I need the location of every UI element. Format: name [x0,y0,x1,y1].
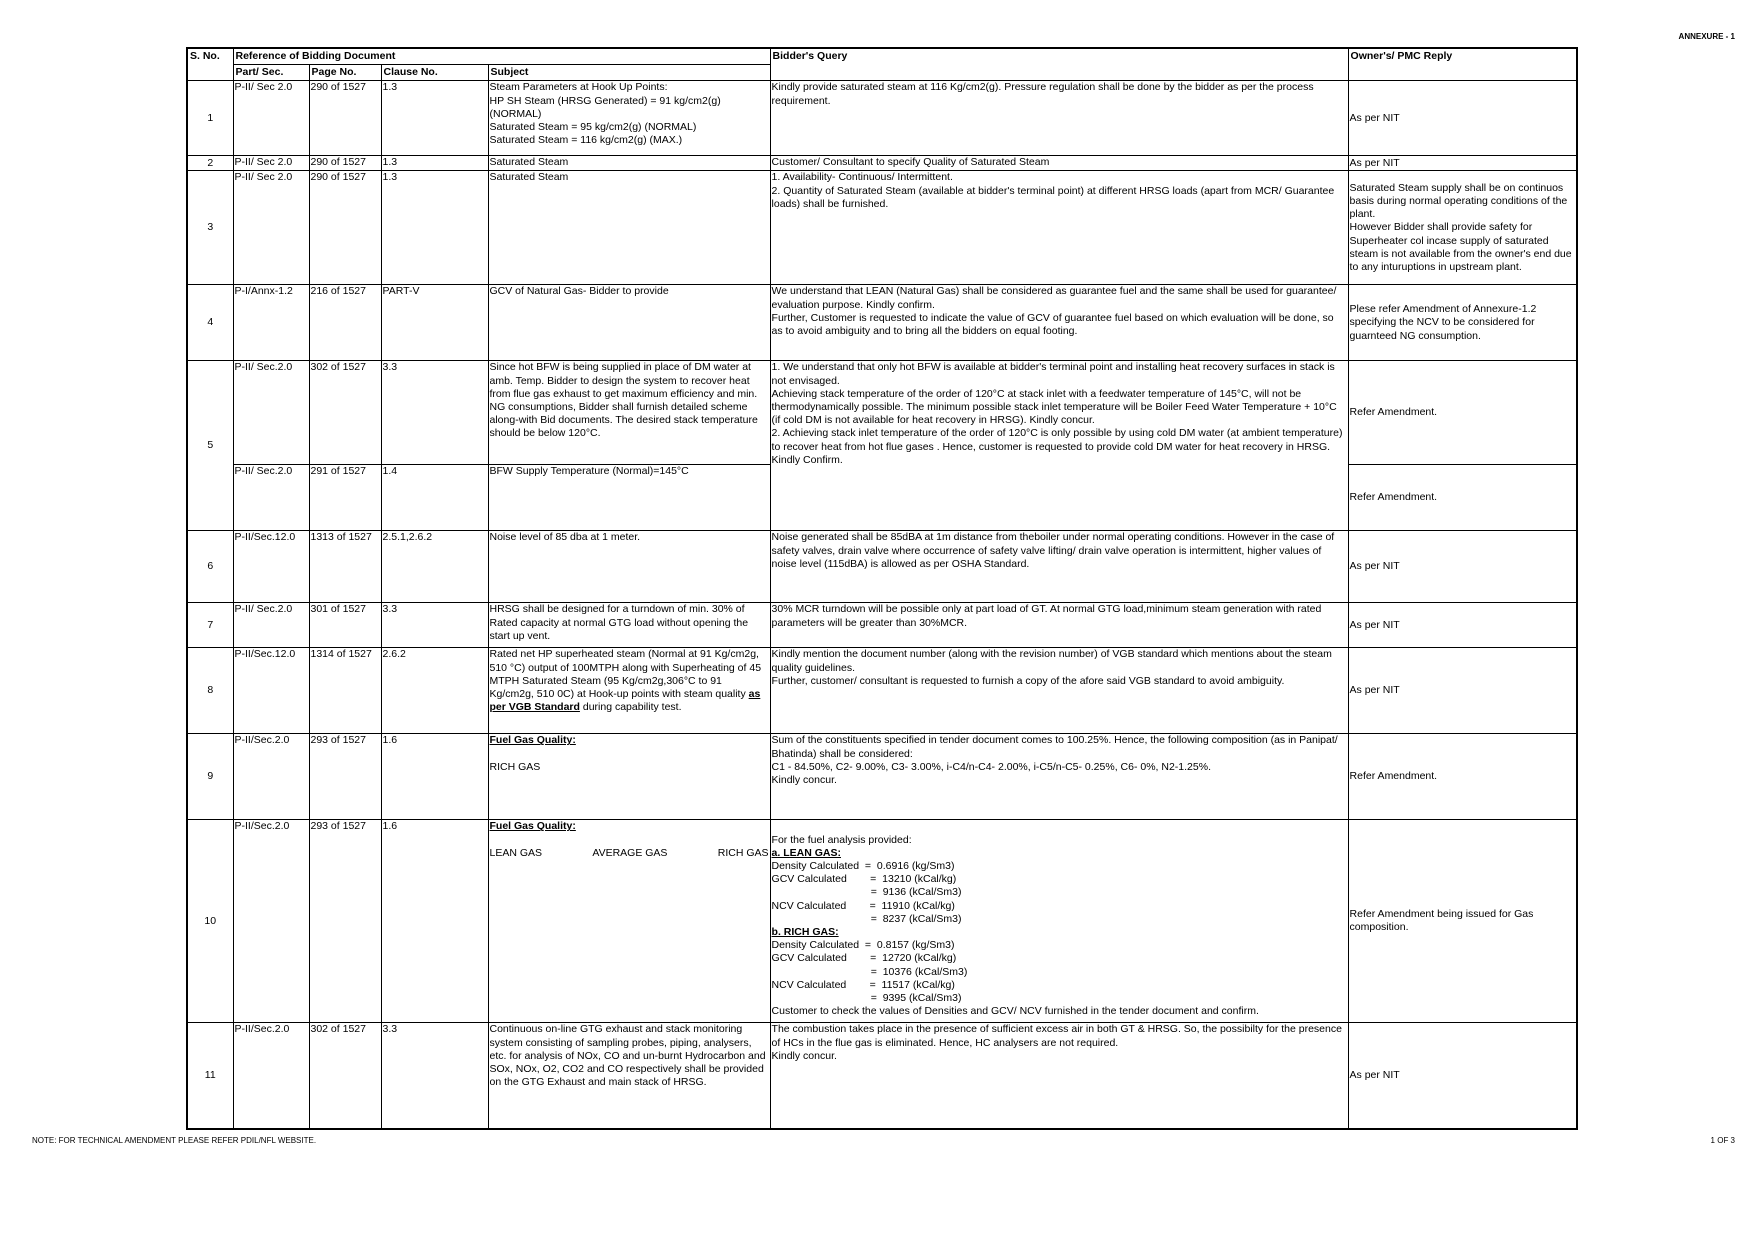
row-reply: Saturated Steam supply shall be on continuos basis during normal operating conditions of the plant. However Bidder shall provide safety for Superheater col incase supply of saturated steam is not available from the owner's end due to any inturuptions in upstream plant. [1348,171,1577,285]
row-query [770,820,1348,1023]
table-row [187,1023,1577,1129]
row-page: 293 of 1527 [309,734,381,820]
row-page: 216 of 1527 [309,285,381,361]
header-reference: Reference of Bidding Document [233,48,770,65]
row-sno: 3 [187,171,233,285]
query-intro: For the fuel analysis provided: [771,833,912,846]
row-clause: 1.3 [381,171,488,285]
row-sno: 5 [187,361,233,531]
row-part: P-II/Sec.12.0 [233,531,309,603]
row-subject: HRSG shall be designed for a turndown of min. 30% of Rated capacity at normal GTG load without opening the start up vent. [488,603,770,648]
table-row [187,285,1577,361]
row-clause: 1.6 [381,734,488,820]
row-query: Customer/ Consultant to specify Quality of Saturated Steam [770,156,1348,171]
row-part: P-II/Sec.2.0 [233,1023,309,1129]
row-page: 1314 of 1527 [309,648,381,734]
row-reply: As per NIT [1348,1023,1577,1129]
row-subject: GCV of Natural Gas- Bidder to provide [488,285,770,361]
row-reply: Refer Amendment. [1348,734,1577,820]
row-clause: PART-V [381,285,488,361]
row-page: 291 of 1527 [309,465,381,531]
header-clause: Clause No. [381,65,488,81]
header-row [187,48,1577,65]
row-subject: Saturated Steam [488,156,770,171]
page-number: 1 OF 3 [1710,1136,1735,1145]
header-sno: S. No. [187,48,233,81]
query-end: Customer to check the values of Densities and GCV/ NCV furnished in the tender document and confirm. [771,1005,1259,1018]
lean-gas-values: Density Calculated = 0.6916 (kg/Sm3) GCV Calculated = 13210 (kCal/kg) = 9136 (kCal/Sm3) NCV Calculated = 11910 (kCal/kg) = 8237 (kCal/Sm3) [771,860,962,925]
row-subject: Noise level of 85 dba at 1 meter. [488,531,770,603]
row-reply: As per NIT [1348,531,1577,603]
row-query: We understand that LEAN (Natural Gas) shall be considered as guarantee fuel and the same shall be used for guarantee/ evaluation purpose. Kindly confirm. Further, Customer is requested to indicate the value of GCV of guarantee fuel based on which evaluation will be done, so as to avoid ambiguity and to bring all the bidders on equal footing. [770,285,1348,361]
row-reply: As per NIT [1348,81,1577,156]
rich-gas-values: Density Calculated = 0.8157 (kg/Sm3) GCV Calculated = 12720 (kCal/kg) = 10376 (kCal/Sm3) NCV Calculated = 11517 (kCal/kg) = 9395 (kCal/Sm3) [771,939,968,1005]
row-reply: Plese refer Amendment of Annexure-1.2 specifying the NCV to be considered for guarnteed NG consumption. [1348,285,1577,361]
gas-type: LEAN GAS [489,846,543,859]
row-subject [488,734,770,820]
gas-type: AVERAGE GAS [592,846,668,859]
row-query: 1. Availability- Continuous/ Intermittent. 2. Quantity of Saturated Steam (available at bidder's terminal point) at different HRSG loads (apart from MCR/ Guarantee loads) shall be furnished. [770,171,1348,285]
row-query: The combustion takes place in the presence of sufficient excess air in both GT & HRSG. So, the possibilty for the presence of HCs in the flue gas is eliminated. Hence, HC analysers are not required. Kindly concur. [770,1023,1348,1129]
lean-gas-title: a. LEAN GAS: [771,846,841,859]
row-clause: 3.3 [381,361,488,465]
row-part: P-II/ Sec 2.0 [233,81,309,156]
row-clause: 1.4 [381,465,488,531]
row-subject: Continuous on-line GTG exhaust and stack monitoring system consisting of sampling probes, piping, analysers, etc. for analysis of NOx, CO and un-burnt Hydrocarbon and SOx, NOx, O2, CO2 and CO respectively shall be provided on the GTG Exhaust and main stack of HRSG. [488,1023,770,1129]
row-part: P-II/ Sec.2.0 [233,361,309,465]
row-clause: 3.3 [381,1023,488,1129]
annexure-label: ANNEXURE - 1 [1678,32,1735,41]
row-clause: 1.3 [381,156,488,171]
row-query: Kindly provide saturated steam at 116 Kg/cm2(g). Pressure regulation shall be done by the bidder as per the process requirement. [770,81,1348,156]
row-page: 290 of 1527 [309,171,381,285]
row-clause: 2.6.2 [381,648,488,734]
row-clause: 3.3 [381,603,488,648]
footer-note: NOTE: FOR TECHNICAL AMENDMENT PLEASE REFER PDIL/NFL WEBSITE. [32,1136,317,1145]
row-subject: Steam Parameters at Hook Up Points: HP SH Steam (HRSG Generated) = 91 kg/cm2(g) (NORMAL) Saturated Steam = 95 kg/cm2(g) (NORMAL) Saturated Steam = 116 kg/cm2(g) (MAX.) [488,81,770,156]
row-sno: 10 [187,820,233,1023]
query-table [186,47,1578,1130]
row-query: Kindly mention the document number (along with the revision number) of VGB standard which mentions about the steam quality guidelines. Further, customer/ consultant is requested to furnish a copy of the afore said VGB standard to avoid ambiguity. [770,648,1348,734]
header-reply: Owner's/ PMC Reply [1348,48,1577,81]
row-part: P-II/ Sec 2.0 [233,171,309,285]
row-part: P-II/ Sec 2.0 [233,156,309,171]
table-row [187,361,1577,465]
row-part: P-II/Sec.2.0 [233,734,309,820]
row-subject [488,820,770,1023]
table-row [187,820,1577,1023]
row-page: 301 of 1527 [309,603,381,648]
row-reply: Refer Amendment being issued for Gas composition. [1348,820,1577,1023]
table-row [187,531,1577,603]
row-query: Noise generated shall be 85dBA at 1m distance from theboiler under normal operating conditions. However in the case of safety valves, drain valve where occurrence of safety valve lifting/ drain valve operation is intermittent, higher values of noise level (115dBA) is allowed as per OSHA Standard. [770,531,1348,603]
row-sno: 6 [187,531,233,603]
row-reply: As per NIT [1348,156,1577,171]
gas-type: RICH GAS [717,846,769,859]
row-sno: 8 [187,648,233,734]
subject-text: Rated net HP superheated steam (Normal at 91 Kg/cm2g, 510 °C) output of 100MTPH along with Superheating of 45 MTPH Saturated Steam (95 Kg/cm2g,306°C to 91 Kg/cm2g, 510 0C) at Hook-up points with steam quality [489,648,762,701]
subject-text-end: during capability test. [579,701,682,714]
row-page: 302 of 1527 [309,361,381,465]
row-sno: 4 [187,285,233,361]
subject-text: RICH GAS [489,760,541,773]
row-reply: Refer Amendment. [1348,361,1577,465]
gas-types [490,847,769,860]
subject-title: Fuel Gas Quality: [489,820,576,833]
row-page: 290 of 1527 [309,81,381,156]
table-row [187,156,1577,171]
row-reply: As per NIT [1348,648,1577,734]
header-query: Bidder's Query [770,48,1348,81]
row-sno: 2 [187,156,233,171]
row-subject: BFW Supply Temperature (Normal)=145°C [488,465,770,531]
row-part: P-II/ Sec.2.0 [233,603,309,648]
row-clause: 2.5.1,2.6.2 [381,531,488,603]
rich-gas-title: b. RICH GAS: [771,926,839,939]
row-query: 1. We understand that only hot BFW is available at bidder's terminal point and installing heat recovery surfaces in stack is not envisaged. Achieving stack temperature of the order of 120°C at stack inlet with a feedwater temperature of 145°C, will not be thermodynamically possible. The minimum possible stack inlet temperature will be Boiler Feed Water Temperature + 10°C (if cold DM is not available for heat recovery in HRSG). Kindly concur. 2. Achieving stack inlet temperature of the order of 120°C is only possible by using cold DM water (at ambient temperature) to recover heat from hot flue gases . Hence, customer is requested to provide cold DM water for heat recovery in HRSG. Kindly Confirm. [770,361,1348,531]
row-part: P-II/Sec.12.0 [233,648,309,734]
row-clause: 1.3 [381,81,488,156]
row-sno: 11 [187,1023,233,1129]
row-page: 1313 of 1527 [309,531,381,603]
row-page: 293 of 1527 [309,820,381,1023]
table-row [187,171,1577,285]
row-clause: 1.6 [381,820,488,1023]
row-subject [488,648,770,734]
table-row [187,81,1577,156]
header-part: Part/ Sec. [233,65,309,81]
header-page: Page No. [309,65,381,81]
table-row [187,734,1577,820]
row-reply: Refer Amendment. [1348,465,1577,531]
row-query: Sum of the constituents specified in tender document comes to 100.25%. Hence, the following composition (as in Panipat/ Bhatinda) shall be considered: C1 - 84.50%, C2- 9.00%, C3- 3.00%, i-C4/n-C4- 2.00%, i-C5/n-C5- 0.25%, C6- 0%, N2-1.25%. Kindly concur. [770,734,1348,820]
row-subject: Saturated Steam [488,171,770,285]
row-sno: 1 [187,81,233,156]
table-row [187,648,1577,734]
row-page: 302 of 1527 [309,1023,381,1129]
subject-emphasis: as per VGB Standard [489,688,761,714]
row-reply: As per NIT [1348,603,1577,648]
row-page: 290 of 1527 [309,156,381,171]
row-part: P-II/ Sec.2.0 [233,465,309,531]
row-part: P-I/Annx-1.2 [233,285,309,361]
subject-title: Fuel Gas Quality: [489,734,576,747]
row-subject: Since hot BFW is being supplied in place of DM water at amb. Temp. Bidder to design the system to recover heat from flue gas exhaust to get maximum efficiency and min. NG consumptions, Bidder shall furnish detailed scheme along-with Bid documents. The desired stack temperature should be below 120°C. [488,361,770,465]
header-subject: Subject [488,65,770,81]
row-part: P-II/Sec.2.0 [233,820,309,1023]
row-sno: 7 [187,603,233,648]
table-row [187,603,1577,648]
row-query: 30% MCR turndown will be possible only at part load of GT. At normal GTG load,minimum steam generation with rated parameters will be greater than 30%MCR. [770,603,1348,648]
row-sno: 9 [187,734,233,820]
